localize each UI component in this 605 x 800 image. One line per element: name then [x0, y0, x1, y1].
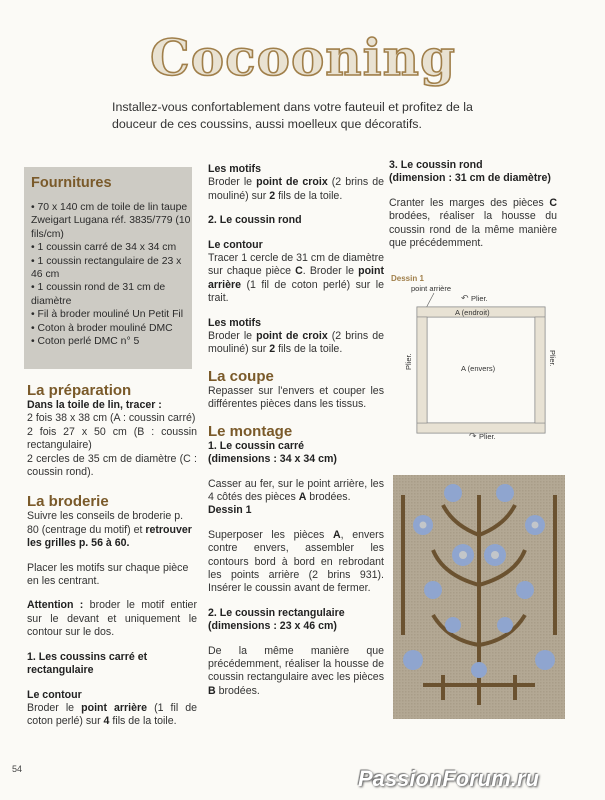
montage-1-p2 — [208, 529, 384, 596]
montage-2-title — [208, 607, 384, 634]
page-number: 54 — [12, 764, 23, 774]
text-span: fils de la toile. — [109, 715, 177, 728]
preparation-line: 2 cercles de 35 cm de diamètre (C : coussin rond). — [27, 452, 197, 479]
bold-span: 2 — [269, 343, 276, 356]
text-span: Broder le — [208, 330, 257, 343]
fournitures-heading: Fournitures — [31, 175, 112, 191]
bold-span: retrouver les grilles p. 56 à 60. — [27, 523, 192, 550]
broderie-p1 — [27, 510, 197, 550]
text-span: Broder le — [27, 701, 82, 714]
bold-span: C — [295, 265, 303, 278]
section-3-dimensions: (dimension : 31 cm de diamètre) — [389, 172, 551, 185]
montage-1-title — [208, 440, 384, 467]
text-span: , envers contre envers, assembler les contours bord à bord en rebrodant les points arrière (2 brins 931). Insérer le coussin avant de fermer. — [208, 528, 384, 595]
preparation-sub: Dans la toile de lin, tracer : — [27, 399, 162, 411]
section-3-text — [389, 197, 557, 251]
diagram-label-plier-bottom: Plier. — [479, 432, 496, 441]
contour-text — [27, 702, 197, 729]
left-margin — [417, 317, 427, 423]
bold-span: point arrière — [208, 265, 384, 291]
bold-span: point arrière — [81, 701, 148, 714]
bold-span: point de croix — [256, 176, 328, 189]
column-middle — [208, 163, 384, 698]
text-span: brodées. — [215, 684, 260, 697]
embroidery-photo — [393, 475, 565, 719]
contour-block-2 — [208, 239, 384, 306]
section-3-title — [389, 159, 557, 186]
montage-1-dimensions: (dimensions : 34 x 34 cm) — [208, 453, 337, 466]
motifs-text — [208, 330, 384, 357]
coupe-heading: La coupe — [208, 367, 274, 385]
contour-heading: Le contour — [208, 238, 263, 251]
bold-span: A — [298, 490, 307, 503]
text-span: Casser au fer, sur le point arrière, les 4 côtés des pièces — [208, 477, 384, 503]
broderie-section-1: 1. Les coussins carré et rectangulaire — [27, 650, 148, 677]
preparation-block — [27, 399, 197, 479]
coupe-text: Repasser sur l'envers et couper les différentes pièces dans les tissus. — [208, 384, 384, 411]
list-item: • Fil à broder mouliné Un Petit Fil — [31, 309, 184, 321]
fold-arrow-icon: ↷ — [469, 431, 477, 441]
bold-span: Attention : — [27, 599, 84, 612]
bold-span: B — [208, 684, 216, 697]
bold-span: C — [549, 196, 557, 209]
preparation-line: 2 fois 38 x 38 cm (A : coussin carré) — [27, 412, 196, 425]
diagram-label-a-endroit: A (endroit) — [455, 308, 490, 317]
text-span: Superposer les pièces — [208, 528, 333, 541]
motifs-heading: Les motifs — [208, 163, 261, 175]
text-span: (2 brins de mouliné) sur — [208, 176, 384, 202]
text-span: brodées. — [306, 490, 351, 503]
text-span: Broder le — [208, 176, 257, 189]
bold-span: 4 — [103, 715, 110, 728]
diagram-label-point-arriere: point arrière — [411, 284, 452, 293]
page-title: Cocooning — [150, 28, 456, 87]
diagram-title: Dessin 1 — [391, 274, 424, 283]
bold-span: point de croix — [256, 330, 328, 343]
contour-heading: Le contour — [27, 688, 82, 701]
text-span: fils de la toile. — [275, 343, 343, 356]
motifs-heading: Les motifs — [208, 316, 261, 329]
motifs-text — [208, 176, 384, 203]
text-span: fils de la toile. — [275, 189, 343, 202]
fournitures-list — [31, 201, 191, 348]
diagram-label-plier-left: Plier. — [404, 353, 413, 370]
text-span: broder le motif entier sur le devant et uniquement le contour sur le dos. — [27, 599, 197, 639]
list-item: • Coton perlé DMC n° 5 — [31, 336, 140, 348]
list-item: • 1 coussin rectangulaire de 23 x 46 cm — [31, 255, 182, 281]
intro-text: Installez-vous confortablement dans votre fauteuil et profitez de la douceur de ces coussins, aussi moelleux que décoratifs. — [112, 100, 473, 131]
watermark: PassionForum.ru — [358, 766, 539, 791]
text-span: brodées, réaliser la housse du coussin rond de la même manière que précédemment. — [389, 210, 557, 250]
column-right — [389, 159, 557, 250]
text-span: Suivre les conseils de broderie p. 80 (centrage du motif) et — [27, 510, 184, 536]
diagram-label-a-envers: A (envers) — [461, 364, 496, 373]
text-span: . Broder le — [302, 265, 359, 278]
montage-1-heading: 1. Le coussin carré — [208, 439, 304, 452]
diagram-label-plier-top: Plier. — [471, 294, 488, 303]
text-span: Tracer 1 cercle de 31 cm de diamètre sur chaque pièce — [208, 252, 384, 278]
fold-arrow-icon: ↶ — [461, 293, 469, 303]
list-item: • Coton à broder mouliné DMC — [31, 322, 173, 334]
text-span: De la même manière que précédemment, réaliser la housse de coussin rectangulaire avec les pièces — [208, 644, 384, 684]
text-span: (1 fil de coton perlé) sur le trait. — [208, 278, 384, 305]
list-item: • 1 coussin rond de 31 cm de diamètre — [31, 282, 166, 307]
montage-1-p1 — [208, 478, 384, 518]
montage-2-heading: 2. Le coussin rectangulaire — [208, 606, 345, 619]
list-item: • 70 x 140 cm de toile de lin taupe Zweigart Lugana réf. 3835/779 (10 fils/cm) — [31, 202, 191, 240]
bold-span: Dessin 1 — [208, 504, 252, 517]
contour-text — [208, 252, 384, 306]
section-coussin-rond: 2. Le coussin rond — [208, 214, 302, 227]
dessin-1-diagram — [389, 270, 565, 445]
text-span: (1 fil de coton perlé) sur — [27, 701, 197, 728]
list-item: • 1 coussin carré de 34 x 34 cm — [31, 242, 177, 254]
preparation-heading: La préparation — [27, 382, 132, 399]
fournitures-box — [24, 167, 192, 369]
montage-heading: Le montage — [208, 422, 293, 440]
bold-span: 2 — [269, 189, 276, 202]
column-left — [27, 382, 197, 729]
contour-block — [27, 689, 197, 729]
montage-2-text — [208, 645, 384, 699]
broderie-heading: La broderie — [27, 493, 109, 511]
section-3-heading: 3. Le coussin rond — [389, 159, 483, 171]
broderie-p3 — [27, 599, 197, 639]
motifs-block-2 — [208, 317, 384, 357]
right-margin — [535, 317, 545, 423]
bold-span: A — [332, 528, 341, 541]
preparation-line: 2 fois 27 x 50 cm (B : coussin rectangulaire) — [27, 425, 197, 452]
motifs-block-1 — [208, 163, 384, 203]
text-span: (2 brins de mouliné) sur — [208, 330, 384, 356]
text-span: Cranter les marges des pièces — [389, 196, 550, 209]
broderie-p2: Placer les motifs sur chaque pièce en les centrant. — [27, 561, 189, 588]
montage-2-dimensions: (dimensions : 23 x 46 cm) — [208, 620, 337, 633]
diagram-label-plier-right: Plier. — [548, 350, 557, 367]
